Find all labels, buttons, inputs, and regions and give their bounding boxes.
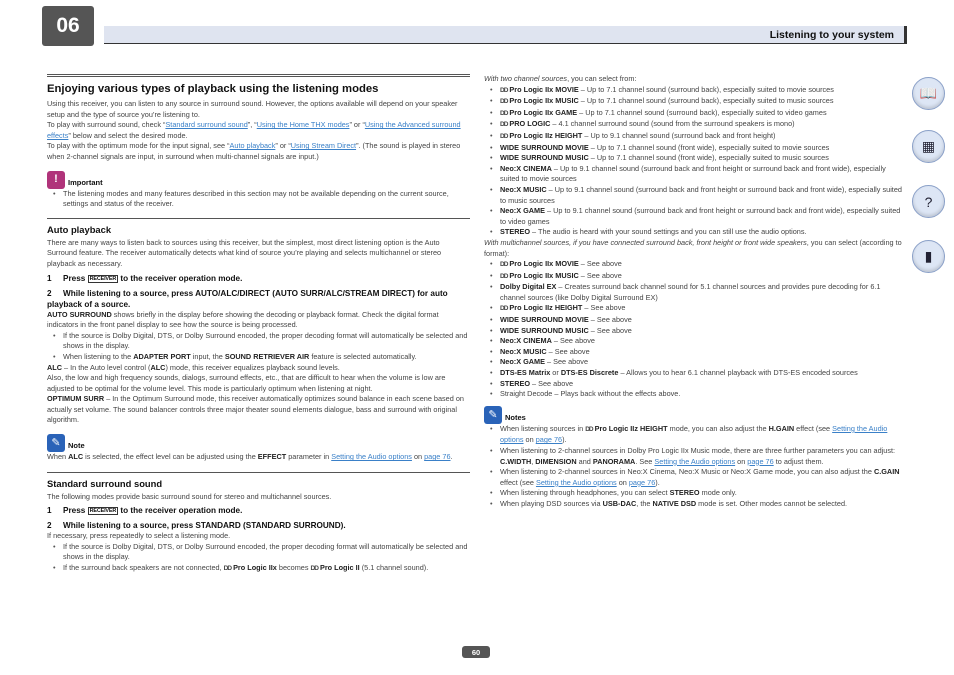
list-item: [484, 424, 906, 446]
dolby-icon: DD: [500, 261, 508, 269]
term: H.GAIN: [768, 423, 795, 433]
section-title: Enjoying various types of playback using the listening modes: [47, 83, 379, 95]
mode-description: – 4.1 channel surround sound (sound from the surround speakers is mono): [550, 119, 795, 129]
list-item: [484, 271, 906, 283]
list-item: [484, 336, 906, 347]
term: C.GAIN: [873, 467, 900, 477]
chapter-number: 06: [42, 6, 94, 46]
receiver-key: RECEIVER: [89, 275, 117, 282]
standard-surround-title: Standard surround sound: [47, 477, 163, 489]
mode-description: – Up to 7.1 channel sound (front wide), especially suited to movie sources: [588, 142, 830, 152]
standard-step-2: [47, 520, 470, 531]
text: mode, you can also adjust the: [667, 423, 769, 433]
mode-name: STEREO: [500, 378, 531, 388]
link-page-76[interactable]: page 76: [628, 477, 656, 487]
list-item: [484, 143, 906, 154]
mode-name: Pro Logic IIx MOVIE: [509, 84, 579, 94]
list-item: [484, 282, 906, 303]
text: When listening sources in: [500, 423, 586, 433]
dolby-icon: DD: [585, 425, 593, 433]
list-item: [47, 563, 470, 575]
list-item: • If the source is Dolby Digital, DTS, or Dolby Surround encoded, the proper decoding format will automatically be selected and shows in the display.: [47, 542, 470, 563]
dolby-icon: DD: [500, 305, 508, 313]
text: While listening to a source, press AUTO/ALC/DIRECT (AUTO SURR/ALC/STREAM DIRECT) for auto playback of a source.: [47, 288, 448, 309]
text: While listening to a source, press STANDARD (STANDARD SURROUND).: [63, 521, 346, 531]
auto-step-2: [47, 288, 470, 310]
list-item: [484, 467, 906, 488]
note-heading: [47, 434, 470, 452]
mode-description: – See above: [578, 259, 622, 269]
mode-description: – The audio is heard with your sound settings and you can still use the audio options.: [530, 227, 807, 237]
mode-description: – Up to 9.1 channel sound (surround back and front height or surround back and front wide), especially suited to video games: [500, 206, 901, 226]
mode-description: – Creates surround back channel sound for 5.1 channel sources and provides pure decoding for 6.1 channel sources (like Dolby Digital Surround EX): [500, 282, 881, 302]
term: OPTIMUM SURR: [47, 394, 105, 404]
list-item: [484, 315, 906, 326]
text: ”. (The sound is played in stereo when 2-channel signals are input, in surround when multi-channel signals are input.): [47, 141, 461, 161]
text: If the surround back speakers are not connected,: [63, 563, 224, 573]
text: shows briefly in the display before showing the decoding or playback format. Check the digital format indicators in the front panel display to see how the source is being processed.: [47, 309, 439, 330]
text: is selected, the effect level can be adjusted using the: [83, 452, 258, 462]
list-item: [484, 326, 906, 337]
alc-desc-2: Also, the low and high frequency sounds, dialogs, surround effects, etc., that are difficult to hear when the volume is low are adjusted to be optimal for the volume level. This mode is particularly optimum when listening at night.: [47, 373, 446, 393]
mode-description: – See above: [551, 336, 595, 346]
term: Pro Logic IIx: [233, 563, 277, 573]
mode-name: Pro Logic IIz HEIGHT: [509, 303, 583, 313]
text: When listening to 2-channel sources in Neo:X Cinema, Neo:X Music or Neo:X Game mode, you can also adjust the: [500, 467, 874, 477]
mode-name: Neo:X GAME: [500, 357, 545, 367]
text: Press: [63, 273, 86, 283]
text: ,: [531, 456, 536, 466]
mode-description: Straight Decode – Plays back without the effects above.: [500, 389, 681, 399]
remote-icon[interactable]: ▮: [912, 240, 945, 273]
list-item: [484, 185, 906, 206]
two-channel-mode-list: [484, 85, 906, 238]
text: ” or “: [349, 120, 365, 130]
link-page-76[interactable]: page 76: [424, 452, 451, 462]
text: Press: [63, 506, 86, 516]
text: ” or “: [275, 141, 291, 151]
term: EFFECT: [257, 452, 287, 462]
dolby-icon: DD: [500, 109, 508, 117]
mode-name: PRO LOGIC: [509, 119, 551, 129]
list-item: [484, 153, 906, 164]
auto-intro: There are many ways to listen back to sources using this receiver, but the simplest, most direct listening option is the Auto Surround feature. The receiver automatically detects what kind of source you’re playing and selects multichannel or stereo playback as necessary.: [47, 237, 442, 268]
text: When playing DSD sources via: [500, 498, 603, 508]
dolby-icon: DD: [500, 98, 508, 106]
page-number: 60: [462, 646, 490, 658]
term: NATIVE DSD: [652, 498, 697, 508]
term: C.WIDTH: [500, 456, 532, 466]
mode-name: STEREO: [500, 227, 531, 237]
dolby-icon: DD: [500, 132, 508, 140]
mode-name: Dolby Digital EX: [500, 282, 557, 292]
list-item: [484, 108, 906, 120]
list-item: [484, 379, 906, 390]
notes-label: Notes: [505, 413, 526, 423]
link-standard-surround[interactable]: Standard surround sound: [165, 120, 248, 130]
step-number: 2: [47, 521, 52, 531]
text: When: [47, 452, 69, 462]
list-item: [484, 119, 906, 131]
link-stream-direct[interactable]: Using Stream Direct: [290, 141, 357, 151]
auto-playback-title: Auto playback: [47, 223, 112, 235]
mode-name: DTS-ES Discrete: [560, 368, 619, 378]
auto-surround-desc: [47, 310, 470, 331]
book-icon[interactable]: 📖: [912, 77, 945, 110]
link-page-76[interactable]: page 76: [535, 435, 563, 445]
text: feature is selected automatically.: [309, 351, 417, 361]
list-item: [47, 352, 470, 363]
optimum-surr-desc: [47, 394, 470, 426]
term: ALC: [68, 452, 84, 462]
mode-description: – See above: [530, 378, 574, 388]
term: AUTO SURROUND: [47, 309, 112, 319]
text: (5.1 channel sound).: [359, 563, 429, 573]
header-bar: [104, 26, 907, 44]
mode-name: Pro Logic IIx MUSIC: [509, 96, 579, 106]
text: and: [576, 456, 593, 466]
mode-name: DTS-ES Matrix: [500, 368, 551, 378]
list-item: [484, 347, 906, 358]
list-item: • If the source is Dolby Digital, DTS, or Dolby Surround encoded, the proper decoding format will automatically be selected and shows in the display.: [47, 331, 470, 352]
text: on: [523, 435, 536, 445]
list-item: [484, 259, 906, 271]
list-item: • The listening modes and many features described in this section may not be available depending on the current source, settings and status of the receiver.: [47, 189, 470, 210]
text: . See: [635, 456, 655, 466]
mode-name: WIDE SURROUND MOVIE: [500, 142, 589, 152]
note-label: Note: [68, 441, 85, 451]
mode-description: – Up to 7.1 channel sound (surround back), especially suited to music sources: [578, 96, 834, 106]
text: To play with surround sound, check “: [47, 120, 166, 130]
list-item: [484, 131, 906, 143]
mode-description: – Up to 7.1 channel sound (surround back), especially suited to video games: [577, 107, 827, 117]
dolby-icon: DD: [500, 86, 508, 94]
mode-description: – See above: [582, 303, 626, 313]
text: , you can select from:: [567, 74, 637, 83]
mode-description: – Up to 9.1 channel sound (surround back and front height or surround back and front wide), especially suited to movie sources: [500, 163, 886, 184]
text: – In the Optimum Surround mode, this receiver automatically optimizes sound balance in each scene based on actually set volume. The sound balancer controls three major theater sound elements dialogue, bass and surround with original algorithm.: [47, 394, 464, 425]
mode-name: Neo:X MUSIC: [500, 346, 547, 356]
text: – In the Auto level control (: [62, 362, 151, 372]
list-item: [484, 206, 906, 227]
mode-name: Neo:X CINEMA: [500, 336, 552, 346]
mode-name: WIDE SURROUND MOVIE: [500, 315, 589, 325]
standard-step-1: [47, 505, 470, 517]
text: on: [735, 456, 748, 466]
mode-description: – See above: [545, 357, 589, 367]
mode-description: – See above: [578, 270, 622, 280]
text: .: [450, 452, 453, 462]
multichannel-intro: [484, 238, 906, 259]
alc-note: [47, 452, 470, 463]
list-item: [484, 488, 906, 499]
mode-name: Neo:X MUSIC: [500, 184, 547, 194]
list-item: [484, 227, 906, 238]
term: USB-DAC: [602, 498, 637, 508]
notes-heading: [484, 406, 906, 424]
term: Pro Logic IIz HEIGHT: [594, 423, 668, 433]
right-column: [484, 74, 906, 510]
term: PANORAMA: [592, 456, 636, 466]
standard-intro: The following modes provide basic surround sound for stereo and multichannel sources.: [47, 491, 332, 501]
receiver-key: RECEIVER: [89, 508, 117, 515]
intro-paragraph-3: [47, 141, 470, 162]
text: on: [616, 477, 629, 487]
standard-surround-section: [47, 472, 470, 575]
text: effect (see: [500, 477, 536, 487]
dolby-icon: DD: [310, 565, 318, 573]
important-heading: [47, 171, 470, 189]
mode-description: – See above: [588, 315, 632, 325]
auto-playback-section: [47, 218, 470, 463]
mode-name: Pro Logic IIx GAME: [509, 107, 578, 117]
intro-paragraph-2: [47, 120, 470, 141]
intro-paragraph-1: Using this receiver, you can listen to any source in surround sound. However, the options available will depend on your speaker setup and the type of source you’re listening to.: [47, 99, 458, 119]
link-home-thx[interactable]: Using the Home THX modes: [256, 120, 350, 130]
text: to adjust them.: [773, 456, 824, 466]
link-auto-playback[interactable]: Auto playback: [229, 141, 276, 151]
link-audio-options[interactable]: Setting the Audio options: [500, 423, 888, 445]
mode-description: – Up to 7.1 channel sound (front wide), especially suited to music sources: [588, 153, 829, 163]
important-icon: !: [47, 171, 65, 189]
pencil-icon: ✎: [484, 406, 502, 424]
text: ” below and select the desired mode.: [68, 130, 188, 140]
multichannel-mode-list: [484, 259, 906, 400]
text: mode only.: [699, 488, 737, 498]
text: to the receiver operation mode.: [120, 273, 243, 283]
step-number: 2: [47, 288, 52, 298]
two-channel-intro: [484, 74, 906, 85]
mode-description: – Up to 7.1 channel sound (surround back), especially suited to movie sources: [578, 84, 834, 94]
text: effect (see: [794, 423, 833, 433]
help-icon[interactable]: ?: [912, 185, 945, 218]
link-advanced-surround[interactable]: Using the Advanced surround effects: [47, 120, 461, 140]
term: DIMENSION: [535, 456, 577, 466]
term: ALC: [47, 362, 62, 372]
mode-name: Pro Logic IIx MUSIC: [509, 270, 579, 280]
mode-name: Neo:X GAME: [500, 206, 545, 216]
mode-name: Neo:X CINEMA: [500, 163, 552, 173]
text: ) mode, this receiver equalizes playback sound levels.: [165, 362, 340, 372]
text: to the receiver operation mode.: [120, 506, 243, 516]
text: becomes: [276, 563, 311, 573]
term: ALC: [150, 362, 166, 372]
list-item: [484, 389, 906, 400]
mode-description: – See above: [588, 325, 632, 335]
list-item: [484, 499, 906, 510]
receiver-icon[interactable]: ▦: [912, 130, 945, 163]
link-audio-options[interactable]: Setting the Audio options: [331, 452, 412, 462]
standard-after: If necessary, press repeatedly to select a listening mode.: [47, 531, 231, 541]
list-item: [484, 164, 906, 185]
auto-surround-list: [47, 331, 470, 363]
mode-description: – Allows you to hear 6.1 channel playback with DTS-ES encoded sources: [618, 368, 858, 378]
list-item: [484, 303, 906, 315]
list-item: [484, 446, 906, 467]
mode-name: WIDE SURROUND MUSIC: [500, 153, 589, 163]
list-item: • DTS-ES Matrix or DTS-ES Discrete – Allows you to hear 6.1 channel playback with DTS-ES encoded sources: [484, 368, 906, 379]
important-list: [47, 189, 470, 210]
term: Pro Logic II: [319, 563, 360, 573]
list-item: [484, 357, 906, 368]
text: ).: [655, 477, 660, 487]
pencil-icon: ✎: [47, 434, 65, 452]
important-label: Important: [68, 177, 103, 187]
text: When listening through headphones, you can select: [500, 488, 670, 498]
left-column: [47, 74, 470, 575]
text: With two channel sources: [484, 74, 568, 83]
text: ”, “: [247, 120, 257, 130]
text: ).: [562, 435, 567, 445]
mode-name: WIDE SURROUND MUSIC: [500, 325, 589, 335]
text: When listening to the: [63, 351, 134, 361]
term: STEREO: [669, 488, 700, 498]
step-number: 1: [47, 506, 52, 516]
text: input, the: [190, 351, 225, 361]
auto-step-1: [47, 273, 470, 285]
standard-list: [47, 542, 470, 575]
text: To play with the optimum mode for the input signal, see “: [47, 141, 230, 151]
mode-name: Pro Logic IIz HEIGHT: [509, 130, 583, 140]
listening-modes-section: [47, 74, 470, 210]
text: on: [411, 452, 425, 462]
term: SOUND RETRIEVER AIR: [224, 351, 310, 361]
link-page-76[interactable]: page 76: [747, 456, 774, 466]
notes-list: [484, 424, 906, 510]
text: , the: [636, 498, 653, 508]
header-title: Listening to your system: [769, 29, 894, 41]
dolby-icon: DD: [223, 565, 232, 573]
list-item: [484, 96, 906, 108]
text: When listening to 2-channel sources in Dolby Pro Logic IIx Music mode, there are three further parameters you can adjust:: [500, 446, 896, 455]
text: parameter in: [286, 452, 332, 462]
mode-name: Pro Logic IIx MOVIE: [509, 259, 579, 269]
dolby-icon: DD: [500, 272, 508, 280]
link-audio-options[interactable]: Setting the Audio options: [535, 477, 617, 487]
text: With multichannel sources, if you have connected surround back, front height or front wide speakers: [484, 237, 807, 247]
mode-description: – Up to 9.1 channel sound (surround back and front height or surround back and front wide), especially suited to music sources: [500, 184, 902, 205]
dolby-icon: DD: [500, 121, 508, 129]
mode-description: – Up to 9.1 channel sound (surround back and front height): [582, 130, 776, 140]
text: mode is set. Other modes cannot be selected.: [696, 498, 848, 508]
step-number: 1: [47, 273, 52, 283]
list-item: [484, 85, 906, 97]
alc-desc: [47, 363, 470, 374]
link-audio-options[interactable]: Setting the Audio options: [654, 456, 736, 466]
text: , you can select (according to format):: [484, 237, 902, 258]
term: ADAPTER PORT: [133, 351, 191, 361]
mode-description: – See above: [546, 346, 590, 356]
